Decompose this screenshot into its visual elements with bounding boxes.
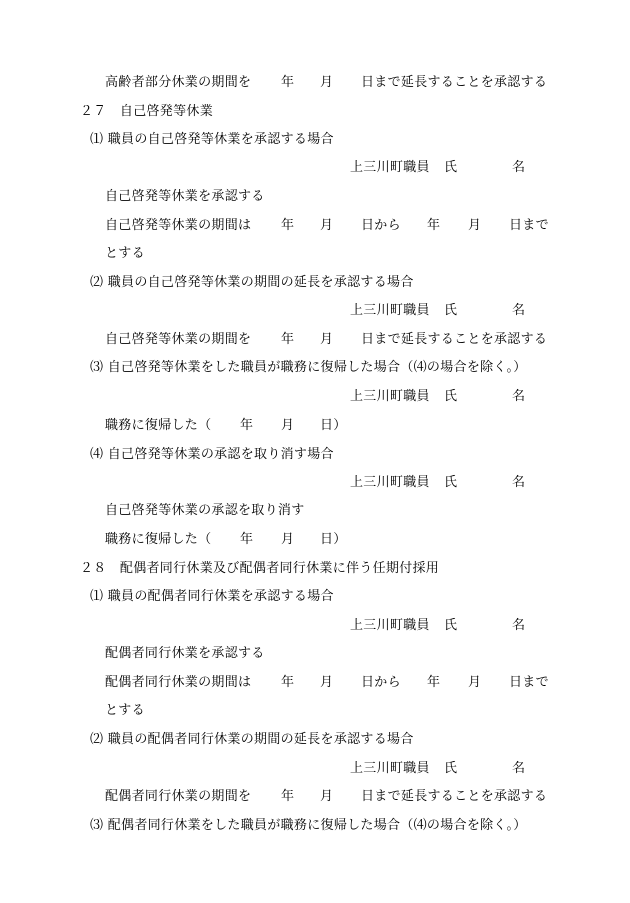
signature-label: 上三川町職員: [350, 618, 430, 633]
label-mei: 名: [512, 389, 526, 404]
subsection-heading: ⑴ 職員の自己啓発等休業を承認する場合: [90, 132, 334, 147]
text-line: 自己啓発等休業の期間は: [105, 218, 252, 233]
text-line: 配偶者同行休業の期間は: [105, 675, 252, 690]
subsection-heading: ⑶ 自己啓発等休業をした職員が職務に復帰した場合（⑷の場合を除く。）: [90, 360, 527, 375]
label-month: 月: [468, 675, 482, 690]
label-year: 年: [281, 75, 295, 90]
text-line: とする: [105, 703, 145, 718]
label-day: 日）: [320, 532, 347, 547]
label-month: 月: [468, 218, 482, 233]
signature-label: 上三川町職員: [350, 761, 430, 776]
label-year: 年: [240, 532, 254, 547]
label-mei: 名: [512, 475, 526, 490]
text-line: 職務に復帰した（: [105, 418, 212, 433]
label-shi: 氏: [444, 389, 458, 404]
label-year: 年: [281, 218, 295, 233]
label-month: 月: [320, 75, 334, 90]
text-line: 日から: [361, 218, 401, 233]
text-line: 自己啓発等休業の承認を取り消す: [105, 503, 305, 518]
label-mei: 名: [512, 761, 526, 776]
label-year: 年: [427, 675, 441, 690]
label-month: 月: [320, 789, 334, 804]
subsection-heading: ⑵ 職員の配偶者同行休業の期間の延長を承認する場合: [90, 732, 414, 747]
text-line: 配偶者同行休業を承認する: [105, 646, 265, 661]
subsection-heading: ⑷ 自己啓発等休業の承認を取り消す場合: [90, 447, 334, 462]
text-line: 日まで延長することを承認する: [361, 75, 548, 90]
label-mei: 名: [512, 618, 526, 633]
signature-label: 上三川町職員: [350, 475, 430, 490]
text-line: 自己啓発等休業を承認する: [105, 189, 265, 204]
label-shi: 氏: [444, 618, 458, 633]
label-shi: 氏: [444, 475, 458, 490]
text-line: 職務に復帰した（: [105, 532, 212, 547]
label-shi: 氏: [444, 303, 458, 318]
text-line: 日まで延長することを承認する: [361, 789, 548, 804]
section-heading-28: ２８ 配偶者同行休業及び配偶者同行休業に伴う任期付採用: [80, 561, 440, 576]
label-day: 日）: [320, 418, 347, 433]
signature-label: 上三川町職員: [350, 303, 430, 318]
label-year: 年: [240, 418, 254, 433]
signature-label: 上三川町職員: [350, 160, 430, 175]
label-year: 年: [281, 332, 295, 347]
text-line: 日まで延長することを承認する: [361, 332, 548, 347]
label-month: 月: [320, 218, 334, 233]
label-month: 月: [281, 532, 295, 547]
subsection-heading: ⑶ 配偶者同行休業をした職員が職務に復帰した場合（⑷の場合を除く。）: [90, 818, 527, 833]
label-month: 月: [320, 675, 334, 690]
text-line: 高齢者部分休業の期間を: [105, 75, 252, 90]
text-line: とする: [105, 246, 145, 261]
label-shi: 氏: [444, 160, 458, 175]
label-year: 年: [281, 675, 295, 690]
label-month: 月: [320, 332, 334, 347]
label-mei: 名: [512, 303, 526, 318]
text-line: 日から: [361, 675, 401, 690]
label-month: 月: [281, 418, 295, 433]
signature-label: 上三川町職員: [350, 389, 430, 404]
text-line: 自己啓発等休業の期間を: [105, 332, 252, 347]
label-year: 年: [281, 789, 295, 804]
text-line: 日まで: [509, 675, 549, 690]
section-heading-27: ２７ 自己啓発等休業: [80, 104, 214, 119]
subsection-heading: ⑴ 職員の配偶者同行休業を承認する場合: [90, 589, 334, 604]
subsection-heading: ⑵ 職員の自己啓発等休業の期間の延長を承認する場合: [90, 275, 414, 290]
text-line: 日まで: [509, 218, 549, 233]
text-line: 配偶者同行休業の期間を: [105, 789, 252, 804]
label-mei: 名: [512, 160, 526, 175]
label-shi: 氏: [444, 761, 458, 776]
label-year: 年: [427, 218, 441, 233]
